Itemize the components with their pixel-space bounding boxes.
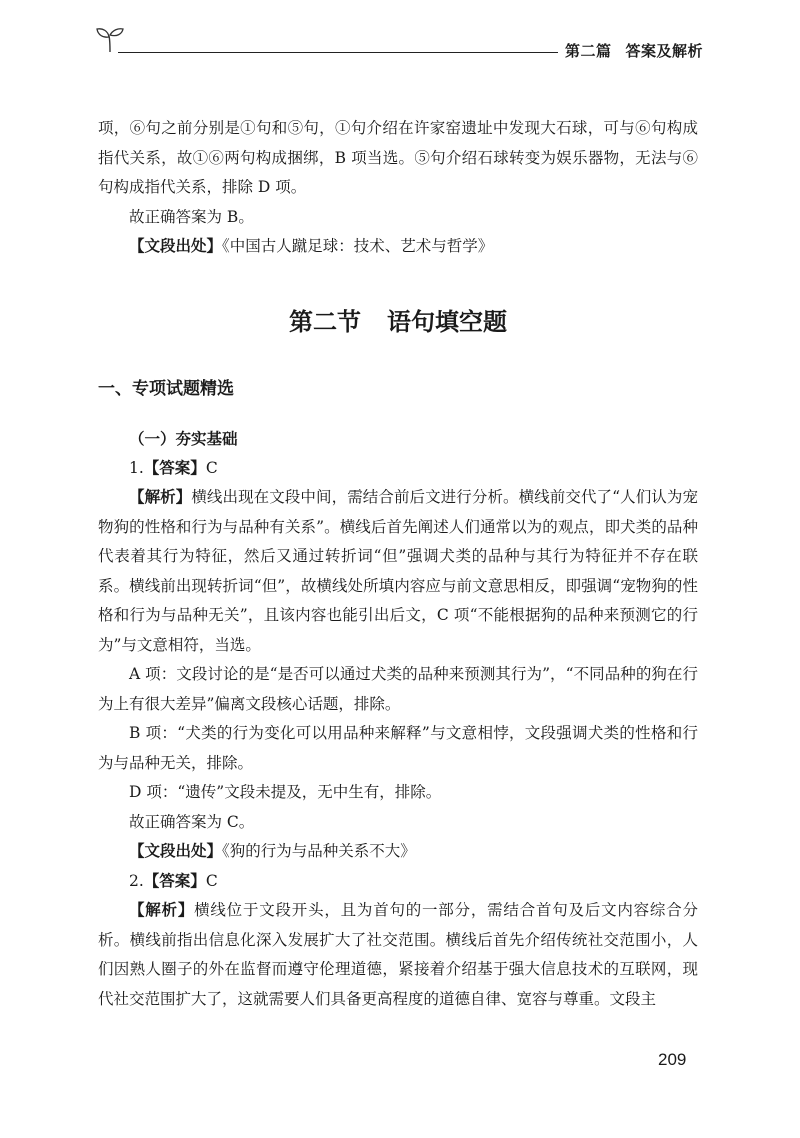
option-analysis: D 项：“遗传”文段未提及，无中生有，排除。	[129, 783, 442, 801]
section-name: 语句填空题	[387, 307, 507, 336]
header-part: 第二篇	[565, 42, 612, 60]
page-content	[98, 114, 698, 1014]
analysis-label: 【解析】	[129, 901, 195, 919]
section-number: 第二节	[289, 307, 361, 336]
header-title	[565, 40, 703, 61]
answer-line	[98, 454, 698, 484]
source-label: 【文段出处】	[129, 237, 223, 255]
answer-label: 【答案】	[143, 871, 206, 890]
paragraph: 项，⑥句之前分别是①句和⑤句，①句介绍在许家窑遗址中发现大石球，可与⑥句构成指代关系，故①⑥两句构成捆绑，B 项当选。⑤句介绍石球转变为娱乐器物，无法与⑥句构成指代关系，排除 D 项。	[98, 119, 698, 196]
analysis-text: 横线出现在文段中间，需结合前后文进行分析。横线前交代了“人们认为宠物狗的性格和行为与品种有关系”。横线后首先阐述人们通常以为的观点，即犬类的品种代表着其行为特征，然后又通过转折词“但”强调犬类的品种与其行为特征并不存在联系。横线前出现转折词“但”，故横线处所填内容应与前文意思相反，即强调“宠物狗的性格和行为与品种无关”，且该内容也能引出后文，C 项“不能根据狗的品种来预测它的行为”与文意相符，当选。	[98, 488, 698, 654]
source-label: 【文段出处】	[129, 842, 223, 860]
source-line	[98, 232, 698, 262]
source-text: 《狗的行为与品种关系不大》	[222, 842, 416, 860]
analysis-paragraph	[98, 483, 698, 660]
question-number: 1.	[129, 458, 144, 477]
answer-line	[98, 867, 698, 897]
analysis-paragraph	[98, 896, 698, 1014]
heading-level-1: 一、专项试题精选	[98, 378, 234, 399]
source-text: 《中国古人蹴足球：技术、艺术与哲学》	[222, 237, 494, 255]
question-number: 2.	[129, 871, 144, 890]
section-title	[98, 292, 698, 352]
answer-label: 【答案】	[143, 458, 206, 477]
analysis-text: 横线位于文段开头，且为首句的一部分，需结合首句及后文内容综合分析。横线前指出信息化深入发展扩大了社交范围。横线后首先介绍传统社交范围小，人们因熟人圈子的外在监督而遵守伦理道德，紧接着介绍基于强大信息技术的互联网，现代社交范围扩大了，这就需要人们具备更高程度的道德自律、宽容与尊重。文段主	[98, 901, 698, 1008]
option-analysis: A 项：文段讨论的是“是否可以通过犬类的品种来预测其行为”，“不同品种的狗在行为上有很大差异”偏离文段核心话题，排除。	[98, 665, 698, 713]
answer-value: C	[205, 871, 218, 890]
header-section: 答案及解析	[625, 42, 704, 60]
page-number: 209	[658, 1050, 687, 1069]
paragraph: 故正确答案为 B。	[129, 207, 254, 226]
header-rule	[118, 52, 558, 53]
option-analysis: B 项：“犬类的行为变化可以用品种来解释”与文意相悖，文段强调犬类的性格和行为与品种无关，排除。	[98, 724, 698, 772]
heading-level-2: （一）夯实基础	[129, 429, 238, 448]
analysis-label: 【解析】	[129, 488, 192, 506]
page-header	[0, 0, 800, 70]
sprout-icon	[95, 24, 125, 54]
answer-value: C	[205, 458, 218, 477]
source-line	[98, 837, 698, 867]
conclusion: 故正确答案为 C。	[129, 812, 255, 831]
